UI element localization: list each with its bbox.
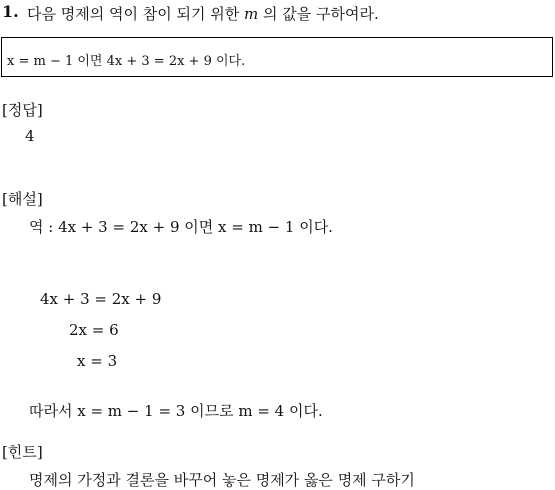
explanation-label: [해설] — [2, 190, 43, 208]
explanation-conclusion: 따라서 x = m − 1 = 3 이므로 m = 4 이다. — [29, 402, 323, 420]
proposition-box — [1, 37, 553, 77]
question-text — [27, 3, 379, 24]
explanation-step-2: 2x = 6 — [69, 321, 119, 339]
question-text-post: 의 값을 구하여라. — [258, 5, 379, 23]
answer-label: [정답] — [2, 101, 43, 119]
answer-value: 4 — [25, 127, 35, 145]
proposition-text: x = m − 1 이면 4x + 3 = 2x + 9 이다. — [7, 54, 246, 69]
question-number: 1. — [2, 2, 19, 21]
hint-text: 명제의 가정과 결론을 바꾸어 놓은 명제가 옳은 명제 구하기 — [29, 471, 415, 489]
explanation-step-3: x = 3 — [77, 352, 118, 370]
hint-label: [힌트] — [2, 443, 43, 461]
question-text-pre: 다음 명제의 역이 참이 되기 위한 — [27, 5, 244, 23]
explanation-step-1: 4x + 3 = 2x + 9 — [40, 290, 162, 308]
question-variable: m — [243, 5, 259, 23]
explanation-converse: 역 : 4x + 3 = 2x + 9 이면 x = m − 1 이다. — [29, 218, 333, 236]
